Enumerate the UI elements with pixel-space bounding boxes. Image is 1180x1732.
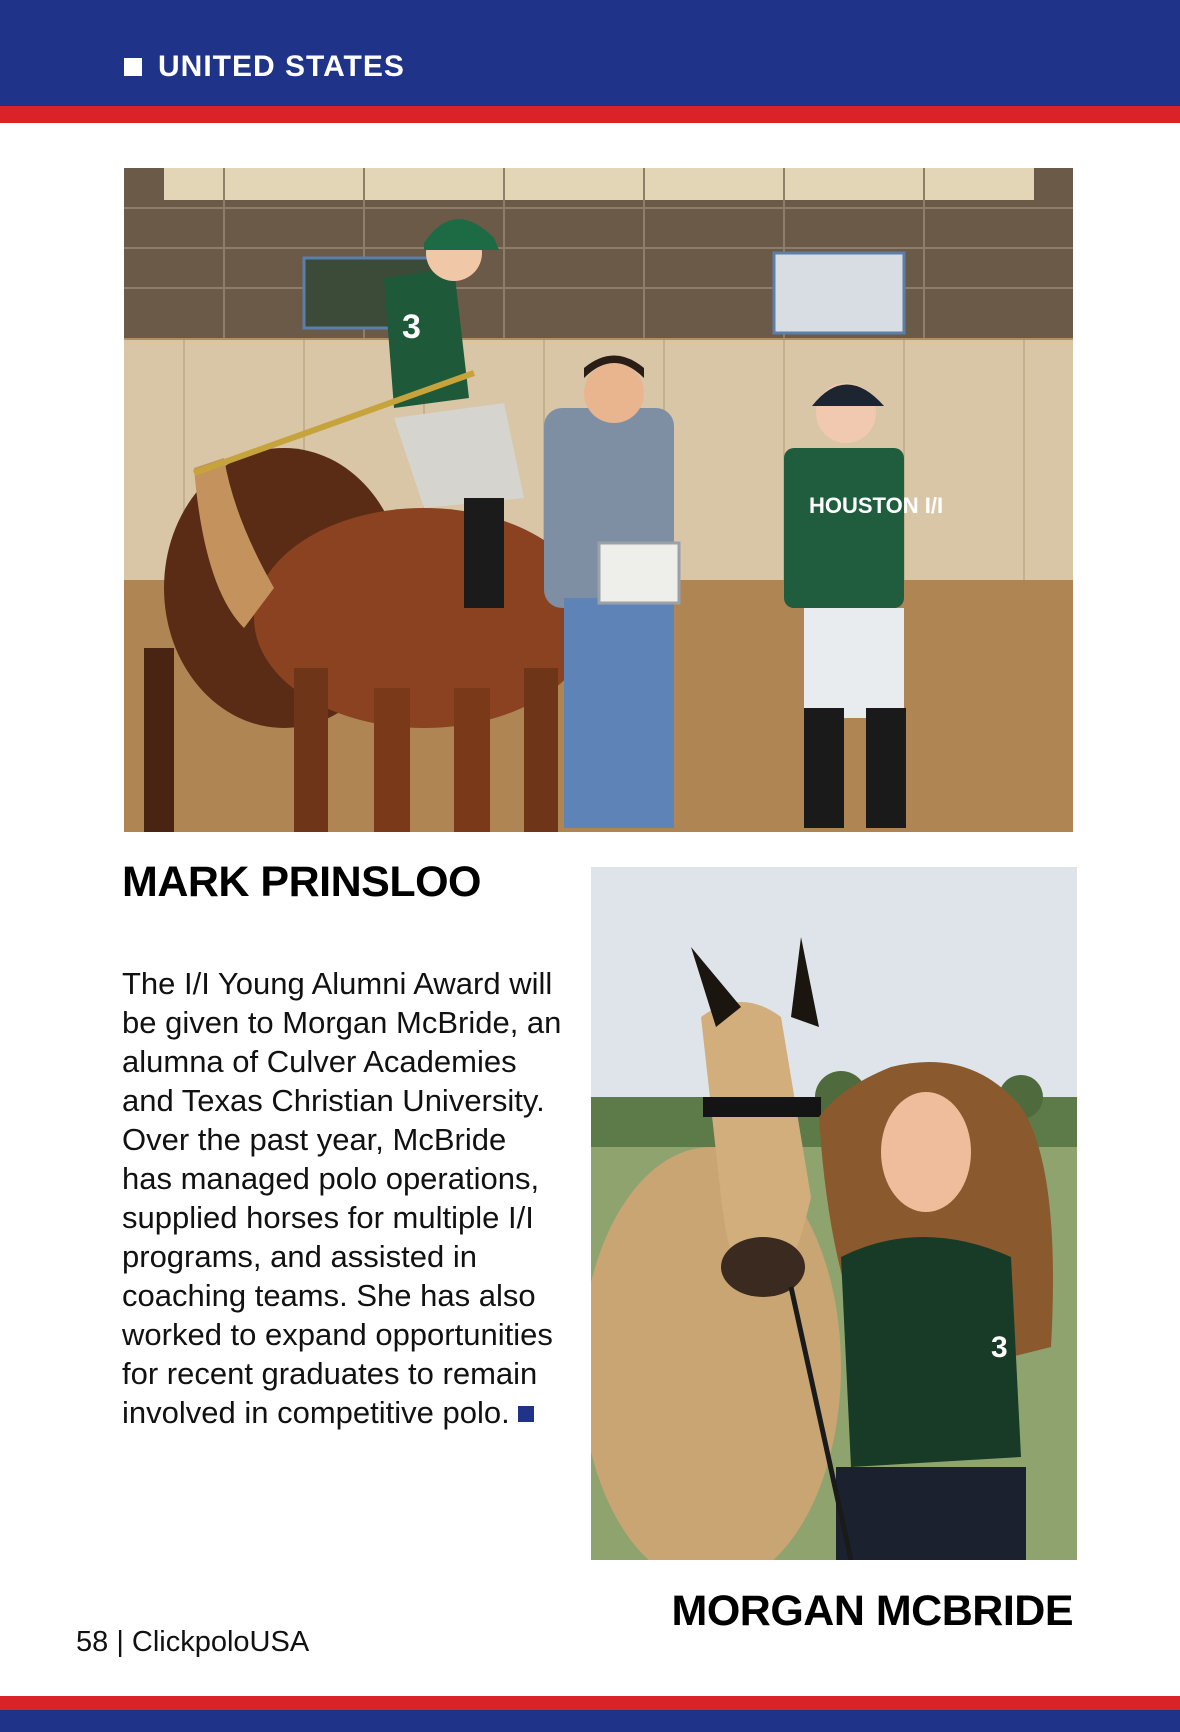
player-number: 3 bbox=[402, 308, 421, 346]
bottom-red-stripe bbox=[0, 1696, 1180, 1710]
arena-illustration bbox=[124, 168, 1073, 832]
top-red-stripe bbox=[0, 106, 1180, 123]
section-label-text: UNITED STATES bbox=[158, 50, 405, 83]
shirt-number: 3 bbox=[991, 1331, 1008, 1364]
article-body-text: The I/I Young Alumni Award will be given to Morgan McBride, an alumna of Culver Academies and Texas Christian University. Over the past year, McBride has managed polo operations, supplied horses for multiple I/I programs, and assisted in coaching teams. She has also worked to expand opportunities for recent graduates to remain involved in competitive polo. bbox=[122, 966, 562, 1430]
polo-arena-photo bbox=[124, 168, 1073, 832]
portrait-photo bbox=[591, 867, 1077, 1560]
portrait-illustration bbox=[591, 867, 1077, 1560]
bottom-banner bbox=[0, 1710, 1180, 1732]
article-heading-name: MARK PRINSLOO bbox=[122, 858, 481, 906]
page-footer: 58 | ClickpoloUSA bbox=[76, 1626, 310, 1658]
article-body bbox=[122, 964, 562, 1432]
jersey-text: HOUSTON I/I bbox=[809, 493, 944, 518]
square-bullet-icon bbox=[124, 58, 142, 76]
section-label bbox=[124, 50, 405, 84]
photo-caption-name: MORGAN MCBRIDE bbox=[671, 1587, 1073, 1635]
end-mark-square-icon bbox=[518, 1406, 534, 1422]
